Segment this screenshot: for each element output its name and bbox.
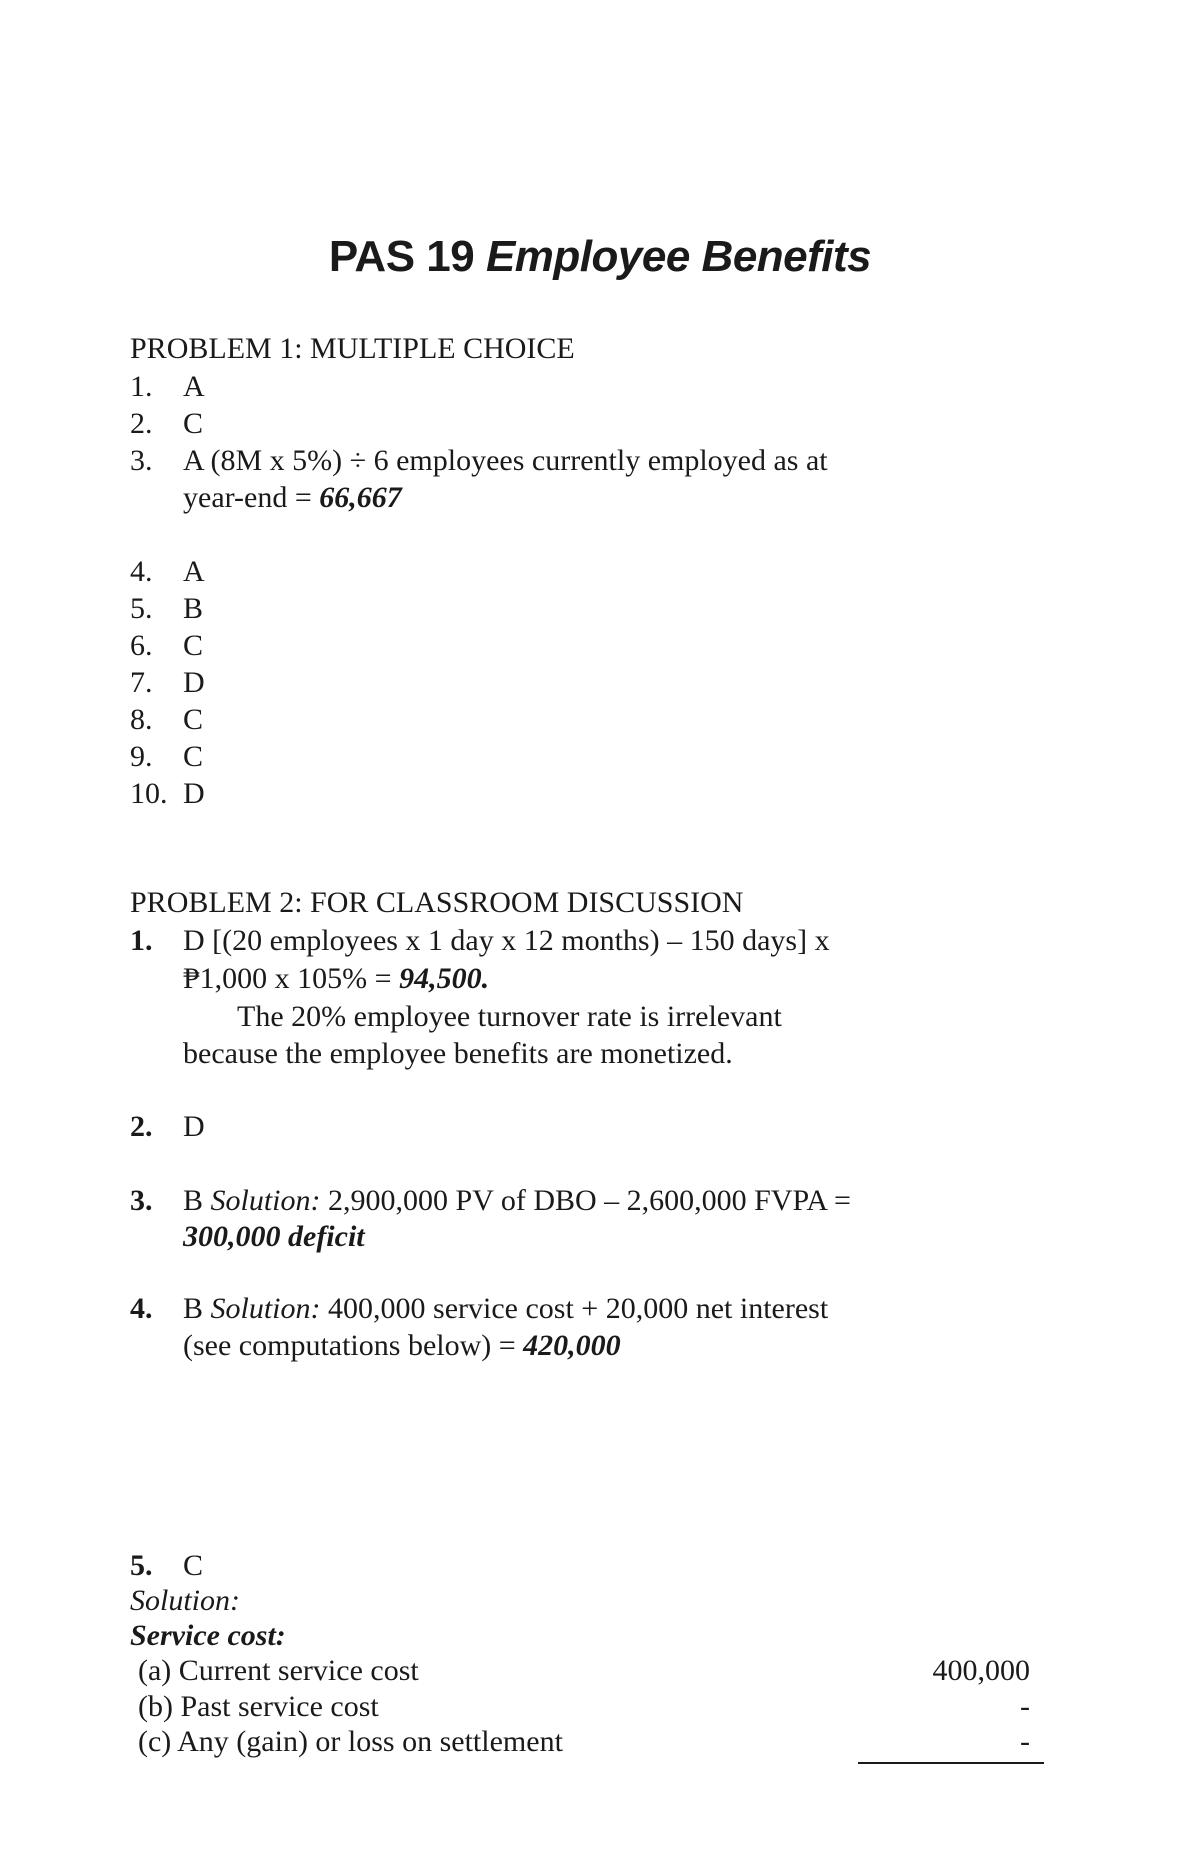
item-answer: A	[183, 370, 205, 403]
item-number: 2.	[130, 1110, 153, 1143]
item-result: 94,500.	[399, 962, 490, 995]
item-answer: C	[183, 1549, 204, 1582]
item-number: 9.	[130, 740, 153, 773]
item-answer: C	[183, 407, 204, 440]
title-main: PAS 19	[328, 232, 475, 281]
row-label: (a) Current service cost	[138, 1654, 419, 1687]
solution-label: Solution:	[210, 1184, 321, 1217]
item-number: 7.	[130, 666, 153, 699]
item-note: The 20% employee turnover rate is irrelevant	[237, 1000, 782, 1033]
solution-label: Solution:	[210, 1292, 321, 1325]
item-cont-text: (see computations below) =	[183, 1329, 524, 1362]
item-number: 1.	[130, 924, 153, 957]
item-answer: C	[183, 740, 204, 773]
item-answer: D	[183, 666, 205, 699]
item-number: 6.	[130, 629, 153, 662]
service-cost-heading: Service cost:	[130, 1619, 286, 1652]
item-number: 8.	[130, 703, 153, 736]
row-label: (b) Past service cost	[138, 1690, 379, 1723]
item-letter: B	[183, 1184, 211, 1217]
item-number: 5.	[130, 1549, 153, 1582]
item-cont-text: ₱1,000 x 105% =	[183, 962, 400, 995]
item-number: 2.	[130, 407, 153, 440]
row-value: -	[1020, 1690, 1030, 1723]
title-italic: Employee Benefits	[485, 232, 872, 281]
item-result: 300,000 deficit	[183, 1220, 365, 1253]
item-cont-text: year-end =	[183, 481, 320, 514]
item-answer: C	[183, 703, 204, 736]
row-value: 400,000	[932, 1654, 1030, 1687]
item-continuation	[183, 479, 402, 516]
solution-text: 400,000 service cost + 20,000 net interest	[320, 1292, 829, 1325]
item-number: 4.	[130, 555, 153, 588]
item-number: 4.	[130, 1292, 153, 1325]
problem2-heading: PROBLEM 2: FOR CLASSROOM DISCUSSION	[130, 886, 744, 919]
item-result: 420,000	[523, 1329, 621, 1362]
item-answer: D [(20 employees x 1 day x 12 months) – 150 days] x	[183, 924, 830, 957]
problem1-heading: PROBLEM 1: MULTIPLE CHOICE	[130, 332, 575, 365]
item-answer	[183, 1290, 828, 1327]
item-letter: B	[183, 1292, 211, 1325]
page-title	[0, 232, 1200, 282]
item-answer: B	[183, 592, 204, 625]
item-number: 3.	[130, 444, 153, 477]
item-note: because the employee benefits are monetized.	[183, 1037, 733, 1070]
item-number: 5.	[130, 592, 153, 625]
item-answer: D	[183, 777, 205, 810]
item-continuation	[183, 960, 489, 997]
item-continuation	[183, 1327, 621, 1364]
solution-text: 2,900,000 PV of DBO – 2,600,000 FVPA =	[320, 1184, 851, 1217]
item-result: 66,667	[319, 481, 402, 514]
item-number: 10.	[130, 777, 168, 810]
item-answer	[183, 1182, 851, 1219]
item-number: 1.	[130, 370, 153, 403]
row-label: (c) Any (gain) or loss on settlement	[138, 1725, 563, 1758]
item-answer: A	[183, 555, 205, 588]
item-answer: C	[183, 629, 204, 662]
solution-label: Solution:	[130, 1584, 240, 1617]
item-number: 3.	[130, 1184, 153, 1217]
item-answer: D	[183, 1110, 205, 1143]
item-answer: A (8M x 5%) ÷ 6 employees currently employed as at	[183, 444, 828, 477]
row-value: -	[1020, 1725, 1030, 1758]
subtotal-rule	[858, 1762, 1044, 1764]
